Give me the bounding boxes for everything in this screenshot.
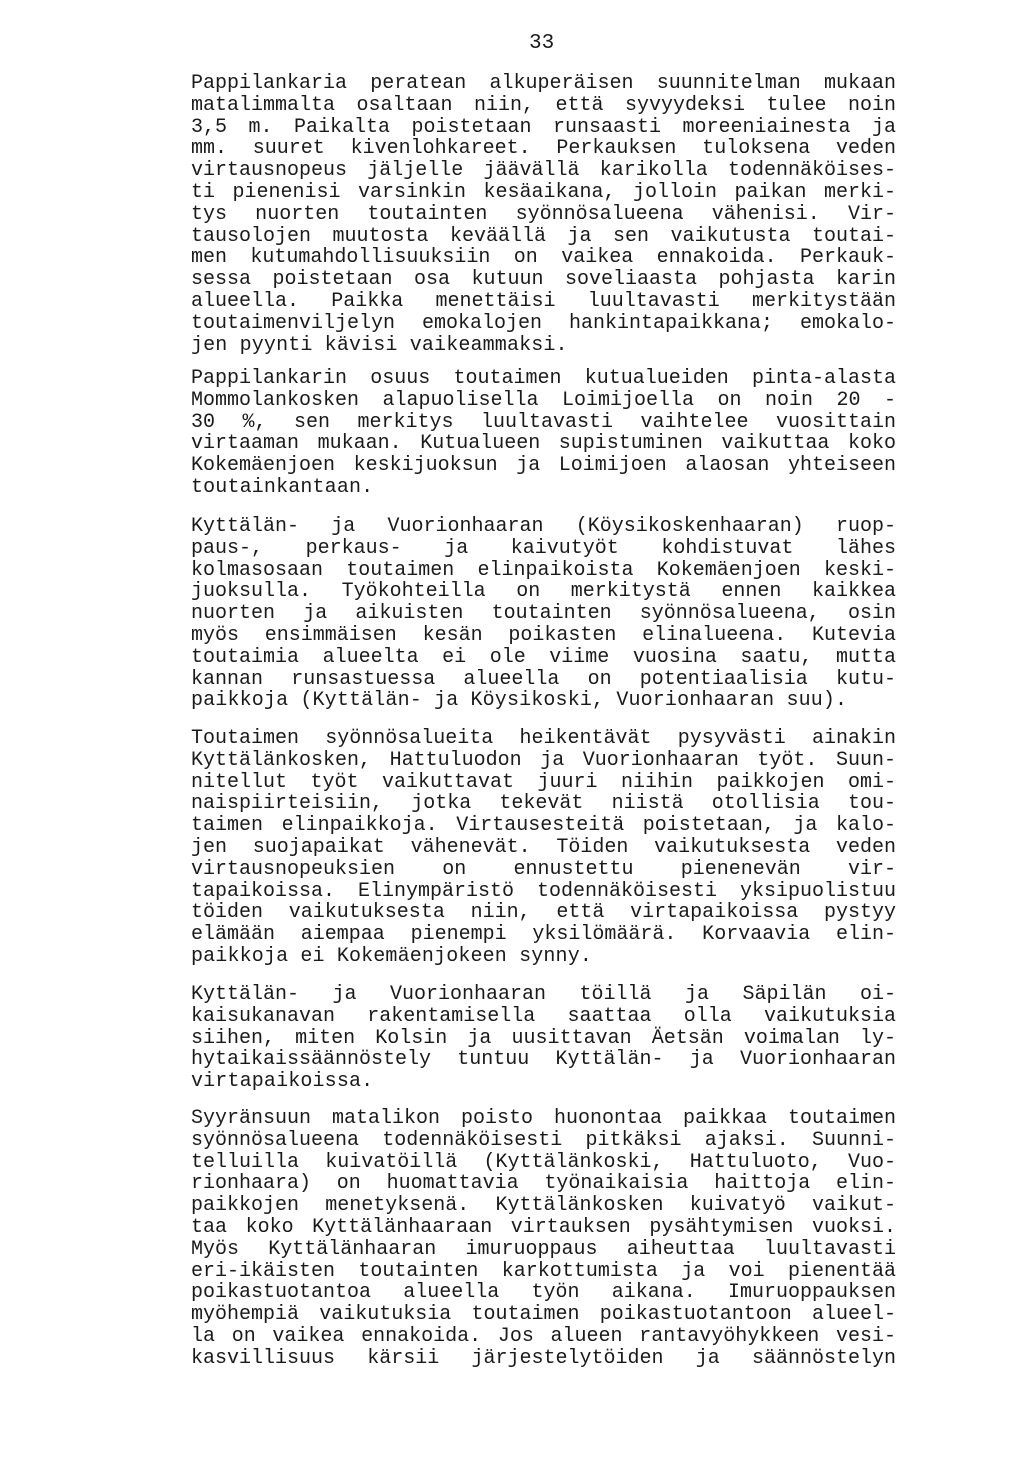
paragraph-kyttala-vuorionhaara-works [191,516,896,712]
text-line: kannan runsastuessa alueella on potentiaalisia kutu- [191,667,896,691]
text-line: kolmasosaan toutaimen elinpaikoista Kokemäenjoen keski- [191,558,896,582]
text-line: myöhempiä vaikutuksia toutaimen poikastuotantoon alueel- [191,1303,896,1327]
text-line: hytaikaissäännöstely tuntuu Kyttälän- ja Vuorionhaaran [191,1048,896,1072]
text-line: rionhaara) on huomattavia työnaikaisia haittoja elin- [191,1172,896,1196]
text-line: Syyränsuun matalikon poisto huonontaa paikkaa toutaimen [191,1107,896,1130]
text-line: toutainkantaan. [191,475,374,499]
text-line: virtausnopeuksien on ennustettu pienenevän vir- [191,857,896,881]
text-line: mm. suuret kivenlohkareet. Perkauksen tuloksena veden [191,137,896,161]
text-line: sessa poistetaan osa kutuun soveliaasta pohjasta karin [191,268,896,292]
text-line: Kyttälänkosken, Hattuluodon ja Vuorionhaaran työt. Suun- [191,748,896,772]
text-line: kaisukanavan rakentamisella saattaa olla vaikutuksia [191,1004,896,1028]
text-line: alueella. Paikka menettäisi luultavasti merkitystään [191,289,896,313]
text-line: töiden vaikutuksesta niin, että virtapaikoissa pystyy [191,901,896,925]
text-line: paus-, perkaus- ja kaivutyöt kohdistuvat lähes [191,536,896,560]
text-line: paikkojen menetyksenä. Kyttälänkosken kuivatyö vaikut- [191,1194,896,1218]
text-line: Pappilankarin osuus toutaimen kutualueiden pinta-alasta [191,367,896,390]
paragraph-pappilankari-dredging [191,73,896,356]
text-line: siihen, miten Kolsin ja uusittavan Äetsän voimalan ly- [191,1026,896,1050]
paragraph-feeding-areas-weakened [191,728,896,968]
text-line: jen pyynti kävisi vaikeammaksi. [191,333,568,357]
text-line: telluilla kuivatöillä (Kyttälänkoski, Hattuluoto, Vuo- [191,1150,896,1174]
text-line: Mommolankosken alapuolisella Loimijoella on noin 20 - [191,388,896,412]
text-line: paikkoja (Kyttälän- ja Köysikoski, Vuorionhaaran suu). [191,689,848,713]
text-line: Myös Kyttälänhaaran imuruoppaus aiheuttaa luultavasti [191,1237,896,1261]
text-line: toutaimenviljelyn emokalojen hankintapaikkana; emokalo- [191,311,896,335]
text-line: toutaimia alueelta ei ole viime vuosina saatu, mutta [191,645,896,669]
text-line: tapaikoissa. Elinympäristö todennäköisesti yksipuolistuu [191,879,896,903]
text-line: virtapaikoissa. [191,1070,374,1094]
text-line: eri-ikäisten toutainten karkottumista ja voi pienentää [191,1259,896,1283]
paragraph-sapila-canal [191,984,896,1093]
text-line: virtausnopeus jäljelle jäävällä karikolla todennäköises- [191,159,896,183]
text-line: 3,5 m. Paikalta poistetaan runsaasti moreeniainesta ja [191,115,896,139]
text-line: poikastuotantoa alueella työn aikana. Imuruoppauksen [191,1281,896,1305]
text-line: matalimmalta osaltaan niin, että syvyydeksi tulee noin [191,93,896,117]
text-line: Kyttälän- ja Vuorionhaaran töillä ja Säpilän oi- [191,983,896,1006]
paragraph-syyransuu-shoal [191,1108,896,1370]
text-line: tys nuorten toutainten syönnösalueena vähenisi. Vir- [191,202,896,226]
text-line: kasvillisuus kärsii järjestelytöiden ja säännöstelyn [191,1346,896,1370]
text-line: syönnösalueena todennäköisesti pitkäksi ajaksi. Suunni- [191,1128,896,1152]
text-line: taa koko Kyttälänhaaraan virtauksen pysähtymisen vuoksi. [191,1215,896,1239]
text-line: ti pienenisi varsinkin kesäaikana, jolloin paikan merki- [191,180,896,204]
text-line: naispiirteisiin, jotka tekevät niistä otollisia tou- [191,792,896,816]
text-line: 30 %, sen merkitys luultavasti vaihtelee vuosittain [191,410,896,434]
text-line: Pappilankaria peratean alkuperäisen suunnitelman mukaan [191,72,896,95]
text-line: paikkoja ei Kokemäenjokeen synny. [191,944,593,968]
text-line: jen suojapaikat vähenevät. Töiden vaikutuksesta veden [191,835,896,859]
text-line: elämään aiempaa pienempi yksilömäärä. Korvaavia elin- [191,923,896,947]
text-line: myös ensimmäisen kesän poikasten elinalueena. Kutevia [191,623,896,647]
text-line: juoksulla. Työkohteilla on merkitystä ennen kaikkea [191,580,896,604]
page-number: 33 [529,32,555,55]
text-line: la on vaikea ennakoida. Jos alueen rantavyöhykkeen vesi- [191,1324,896,1348]
text-line: tausolojen muutosta keväällä ja sen vaikutusta toutai- [191,224,896,248]
text-line: men kutumahdollisuuksiin on vaikea ennakoida. Perkauk- [191,246,896,270]
text-line: Toutaimen syönnösalueita heikentävät pysyvästi ainakin [191,727,896,750]
paragraph-pappilankari-share [191,368,896,499]
text-line: virtaaman mukaan. Kutualueen supistuminen vaikuttaa koko [191,432,896,456]
text-line: nuorten ja aikuisten toutainten syönnösalueena, osin [191,602,896,626]
text-line: taimen elinpaikkoja. Virtausesteitä poistetaan, ja kalo- [191,814,896,838]
text-line: Kokemäenjoen keskijuoksun ja Loimijoen alaosan yhteiseen [191,454,896,478]
text-line: nitellut työt vaikuttavat juuri niihin paikkojen omi- [191,770,896,794]
text-line: Kyttälän- ja Vuorionhaaran (Köysikoskenhaaran) ruop- [191,515,896,538]
